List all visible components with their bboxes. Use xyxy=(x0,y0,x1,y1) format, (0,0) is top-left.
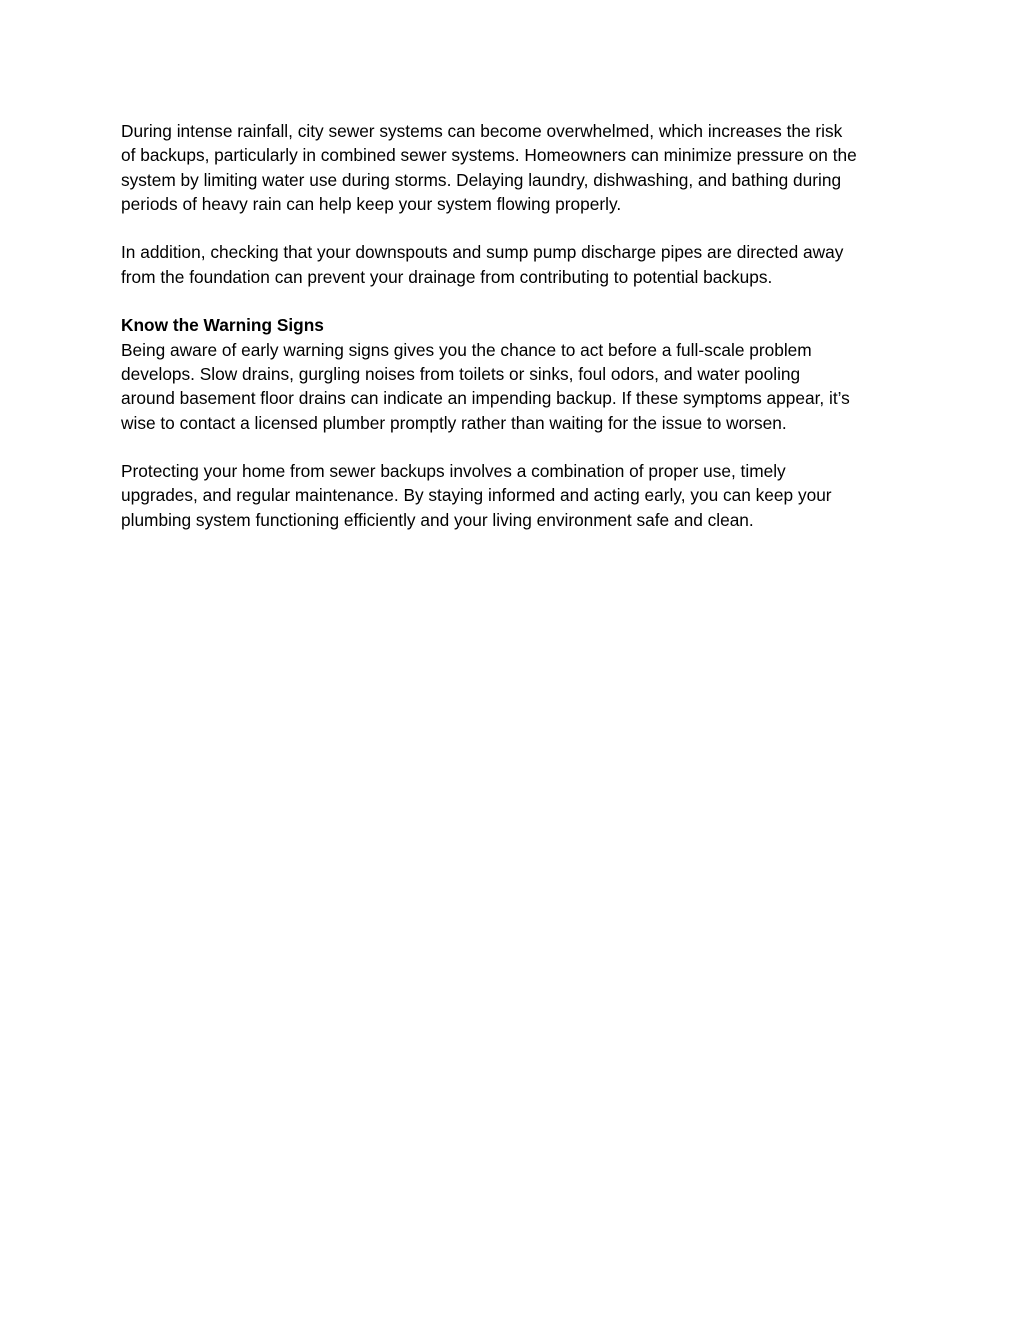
paragraph-downspouts xyxy=(121,240,921,289)
paragraph-warning-signs xyxy=(121,313,921,434)
paragraph-line: from the foundation can prevent your drainage from contributing to potential backups. xyxy=(121,266,773,287)
paragraph-line: around basement floor drains can indicate an impending backup. If these symptoms appear, it’s xyxy=(121,388,850,409)
paragraph-protecting-home xyxy=(121,459,921,532)
paragraph-line: system by limiting water use during storms. Delaying laundry, dishwashing, and bathing during xyxy=(121,169,842,190)
section-heading: Know the Warning Signs xyxy=(121,315,324,336)
paragraph-line: develops. Slow drains, gurgling noises from toilets or sinks, foul odors, and water pooling xyxy=(121,363,801,384)
paragraph-line: periods of heavy rain can help keep your system flowing properly. xyxy=(121,193,622,214)
document-body xyxy=(121,119,921,556)
paragraph-line: wise to contact a licensed plumber promptly rather than waiting for the issue to worsen. xyxy=(121,412,787,433)
paragraph-line: During intense rainfall, city sewer systems can become overwhelmed, which increases the risk xyxy=(121,121,843,141)
paragraph-line: In addition, checking that your downspouts and sump pump discharge pipes are directed away xyxy=(121,242,844,263)
paragraph-line: plumbing system functioning efficiently and your living environment safe and clean. xyxy=(121,509,754,530)
paragraph-line: upgrades, and regular maintenance. By staying informed and acting early, you can keep your xyxy=(121,485,832,506)
paragraph-line: of backups, particularly in combined sewer systems. Homeowners can minimize pressure on the xyxy=(121,145,857,166)
paragraph-line: Protecting your home from sewer backups involves a combination of proper use, timely xyxy=(121,461,786,482)
paragraph-rainfall xyxy=(121,119,921,216)
paragraph-line: Being aware of early warning signs gives you the chance to act before a full-scale problem xyxy=(121,339,812,360)
